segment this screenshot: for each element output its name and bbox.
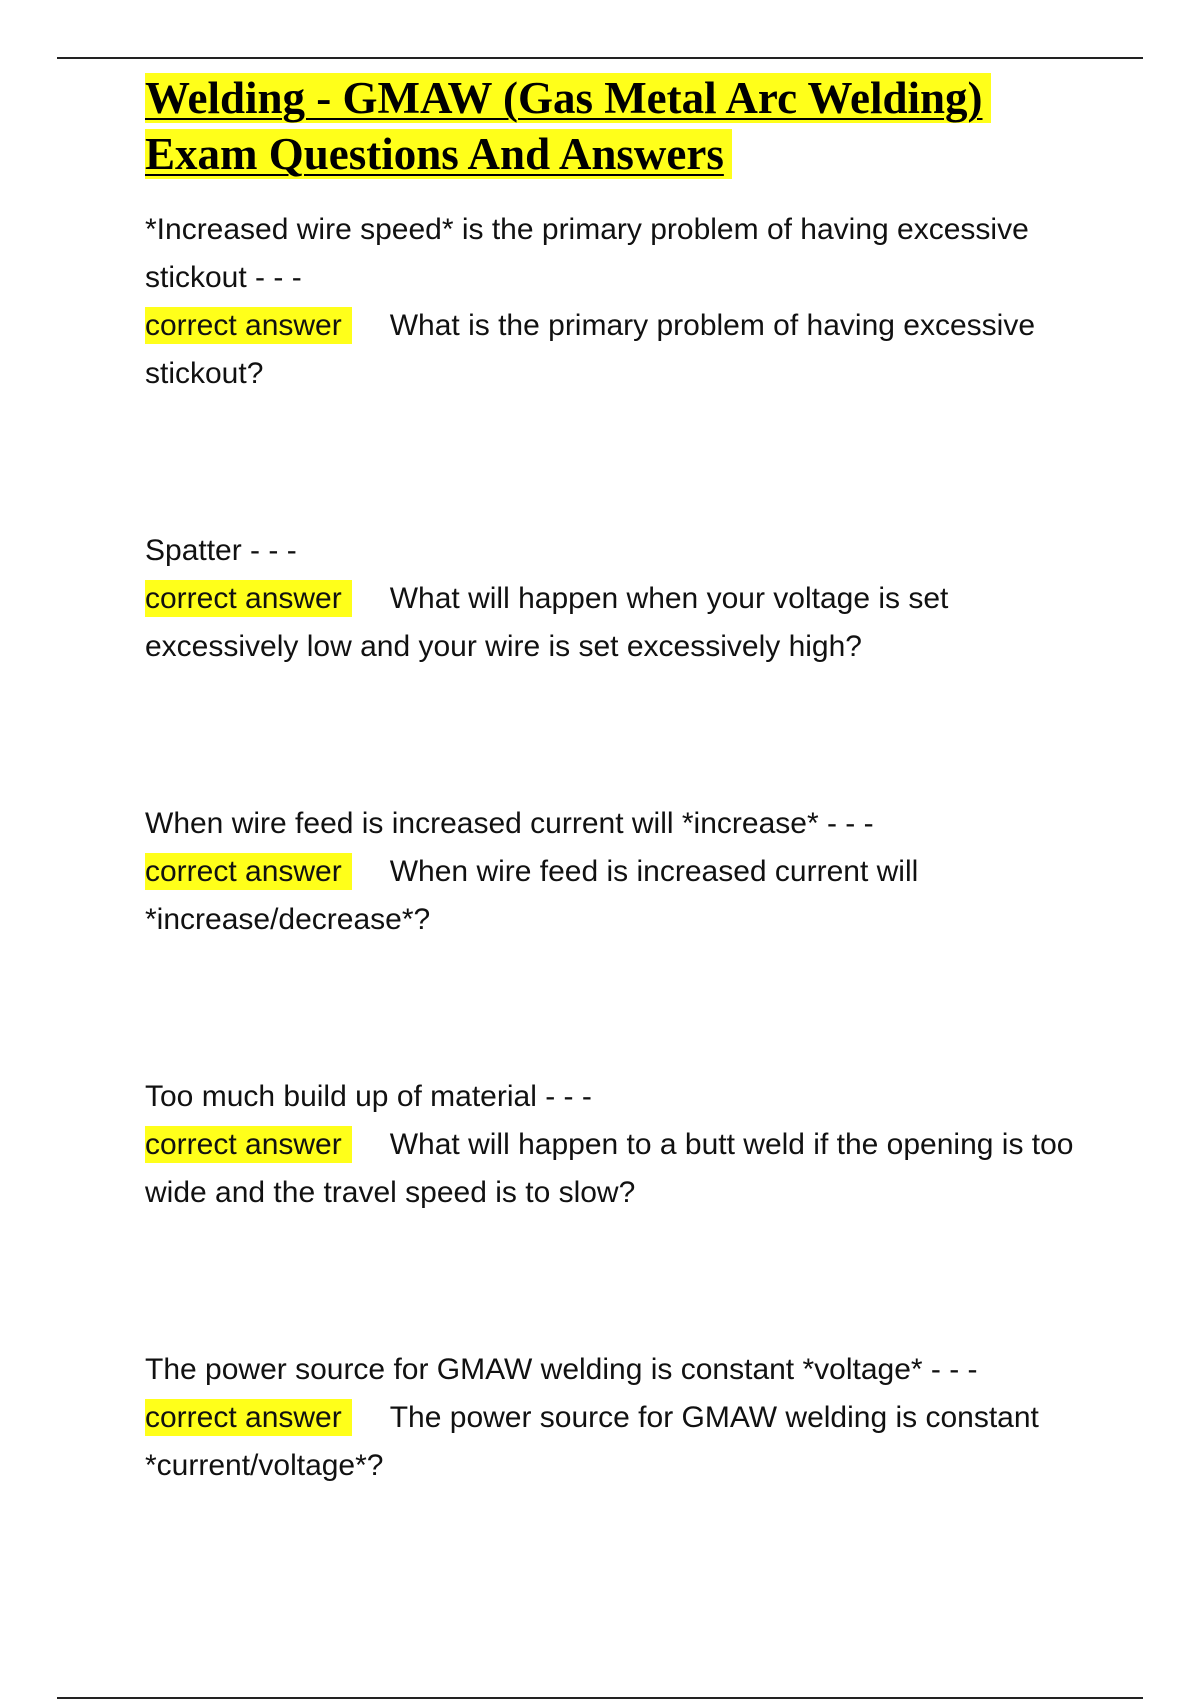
question-text: What will happen to a butt weld if the opening is too wide and the travel speed is to slow?	[145, 1128, 1074, 1209]
qa-item-3	[145, 800, 1085, 944]
qa-item-1	[145, 206, 1085, 398]
question-text: The power source for GMAW welding is constant *current/voltage*?	[145, 1401, 1039, 1482]
qa-item-4	[145, 1073, 1085, 1217]
answer-text: *Increased wire speed* is the primary problem of having excessive stickout - - -	[145, 213, 1029, 294]
title-line-1: Welding - GMAW (Gas Metal Arc Welding)	[145, 73, 991, 123]
question-text: When wire feed is increased current will *increase/decrease*?	[145, 855, 919, 936]
correct-answer-label: correct answer	[145, 580, 352, 617]
qa-item-2	[145, 527, 1085, 671]
answer-text: Too much build up of material - - -	[145, 1080, 592, 1113]
correct-answer-label: correct answer	[145, 307, 352, 344]
correct-answer-label: correct answer	[145, 1126, 352, 1163]
bottom-rule	[57, 1697, 1143, 1699]
question-text: What is the primary problem of having excessive stickout?	[145, 309, 1035, 390]
answer-text: Spatter - - -	[145, 534, 297, 567]
correct-answer-label: correct answer	[145, 853, 352, 890]
correct-answer-label: correct answer	[145, 1399, 352, 1436]
title-line-2: Exam Questions And Answers	[145, 129, 732, 179]
document-body	[145, 70, 1085, 1619]
answer-text: When wire feed is increased current will *increase* - - -	[145, 807, 874, 840]
answer-text: The power source for GMAW welding is constant *voltage* - - -	[145, 1353, 978, 1386]
document-title	[145, 70, 1085, 182]
question-text: What will happen when your voltage is set excessively low and your wire is set excessively high?	[145, 582, 949, 663]
top-rule	[57, 57, 1143, 59]
qa-list	[145, 206, 1085, 1490]
qa-item-5	[145, 1346, 1085, 1490]
